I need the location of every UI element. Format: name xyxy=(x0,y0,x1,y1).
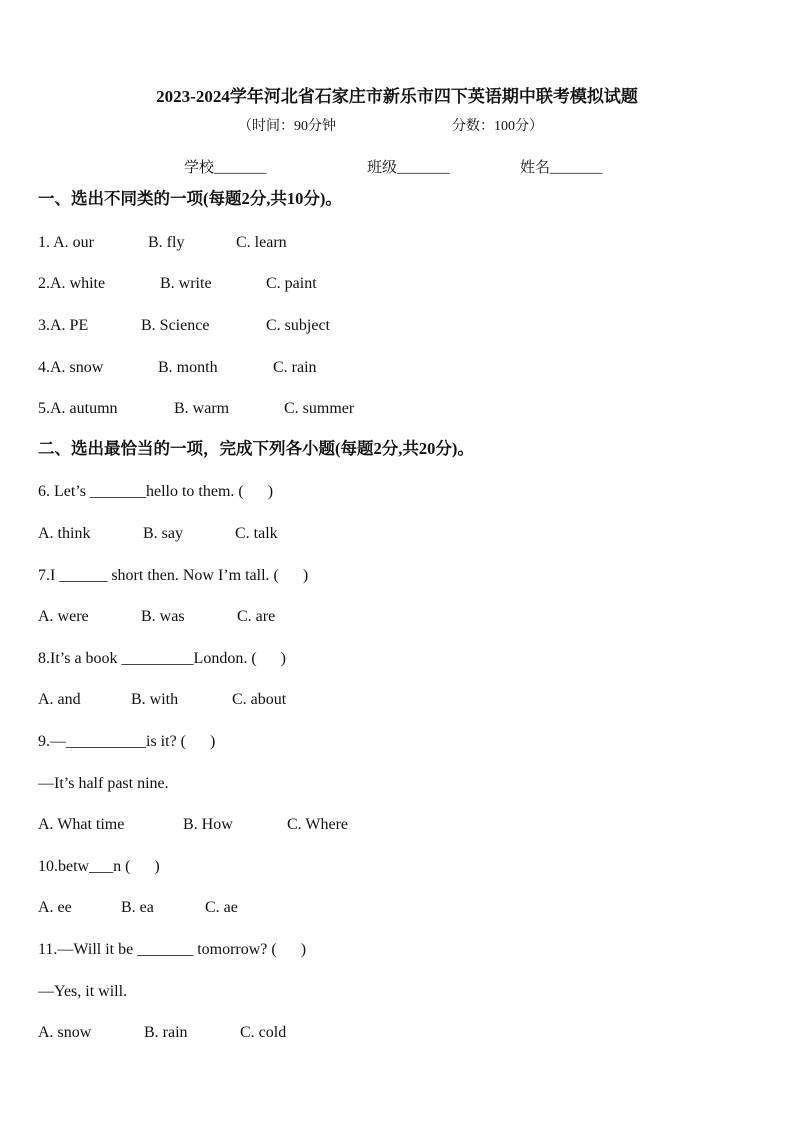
q5-option-a: 5.A. autumn xyxy=(38,400,118,417)
q1-option-b: B. fly xyxy=(148,234,185,251)
q1-option-c: C. learn xyxy=(236,234,287,251)
q9-reply: —It’s half past nine. xyxy=(38,775,169,792)
q11-reply: —Yes, it will. xyxy=(38,983,128,1000)
exam-score: 分数：100分） xyxy=(452,119,543,134)
q5-option-c: C. summer xyxy=(284,400,355,417)
q9-option-a: A. What time xyxy=(38,816,125,833)
q8-stem: 8.It’s a book _________London. ( ) xyxy=(38,650,286,667)
q8-option-b: B. with xyxy=(131,691,179,708)
q2-option-b: B. write xyxy=(160,275,212,292)
q2-option-c: C. paint xyxy=(266,275,317,292)
q8-option-a: A. and xyxy=(38,691,81,708)
q11-option-a: A. snow xyxy=(38,1024,92,1041)
q9-stem: 9.—__________is it? ( ) xyxy=(38,733,216,750)
q6-stem: 6. Let’s _______hello to them. ( ) xyxy=(38,483,274,500)
exam-time: （时间：90分钟 xyxy=(238,119,336,134)
q9-option-c: C. Where xyxy=(287,816,349,833)
q3-option-c: C. subject xyxy=(266,317,330,334)
q7-option-b: B. was xyxy=(141,608,185,625)
q10-stem: 10.betw___n ( ) xyxy=(38,858,160,875)
q10-option-a: A. ee xyxy=(38,899,72,916)
class-field[interactable]: 班级_______ xyxy=(367,160,450,176)
q11-option-c: C. cold xyxy=(240,1024,287,1041)
q4-option-a: 4.A. snow xyxy=(38,359,104,376)
q1-option-a: 1. A. our xyxy=(38,234,94,251)
q11-option-b: B. rain xyxy=(144,1024,188,1041)
q8-option-c: C. about xyxy=(232,691,287,708)
section1-heading: 一、选出不同类的一项(每题2分,共10分)。 xyxy=(38,189,342,208)
q3-option-b: B. Science xyxy=(141,317,210,334)
q4-option-c: C. rain xyxy=(273,359,317,376)
q7-option-a: A. were xyxy=(38,608,89,625)
q2-option-a: 2.A. white xyxy=(38,275,106,292)
q6-option-a: A. think xyxy=(38,525,91,542)
q6-option-c: C. talk xyxy=(235,525,278,542)
q5-option-b: B. warm xyxy=(174,400,230,417)
q4-option-b: B. month xyxy=(158,359,218,376)
q7-option-c: C. are xyxy=(237,608,276,625)
section2-heading: 二、选出最恰当的一项，完成下列各小题(每题2分,共20分)。 xyxy=(38,439,474,458)
q11-stem: 11.—Will it be _______ tomorrow? ( ) xyxy=(38,941,307,958)
q10-option-b: B. ea xyxy=(121,899,154,916)
q7-stem: 7.I ______ short then. Now I’m tall. ( ) xyxy=(38,567,309,584)
name-field[interactable]: 姓名_______ xyxy=(520,160,603,176)
q10-option-c: C. ae xyxy=(205,899,238,916)
page-title: 2023-2024学年河北省石家庄市新乐市四下英语期中联考模拟试题 xyxy=(156,87,638,106)
q9-option-b: B. How xyxy=(183,816,233,833)
school-field[interactable]: 学校_______ xyxy=(184,160,267,176)
q3-option-a: 3.A. PE xyxy=(38,317,89,334)
q6-option-b: B. say xyxy=(143,525,183,542)
